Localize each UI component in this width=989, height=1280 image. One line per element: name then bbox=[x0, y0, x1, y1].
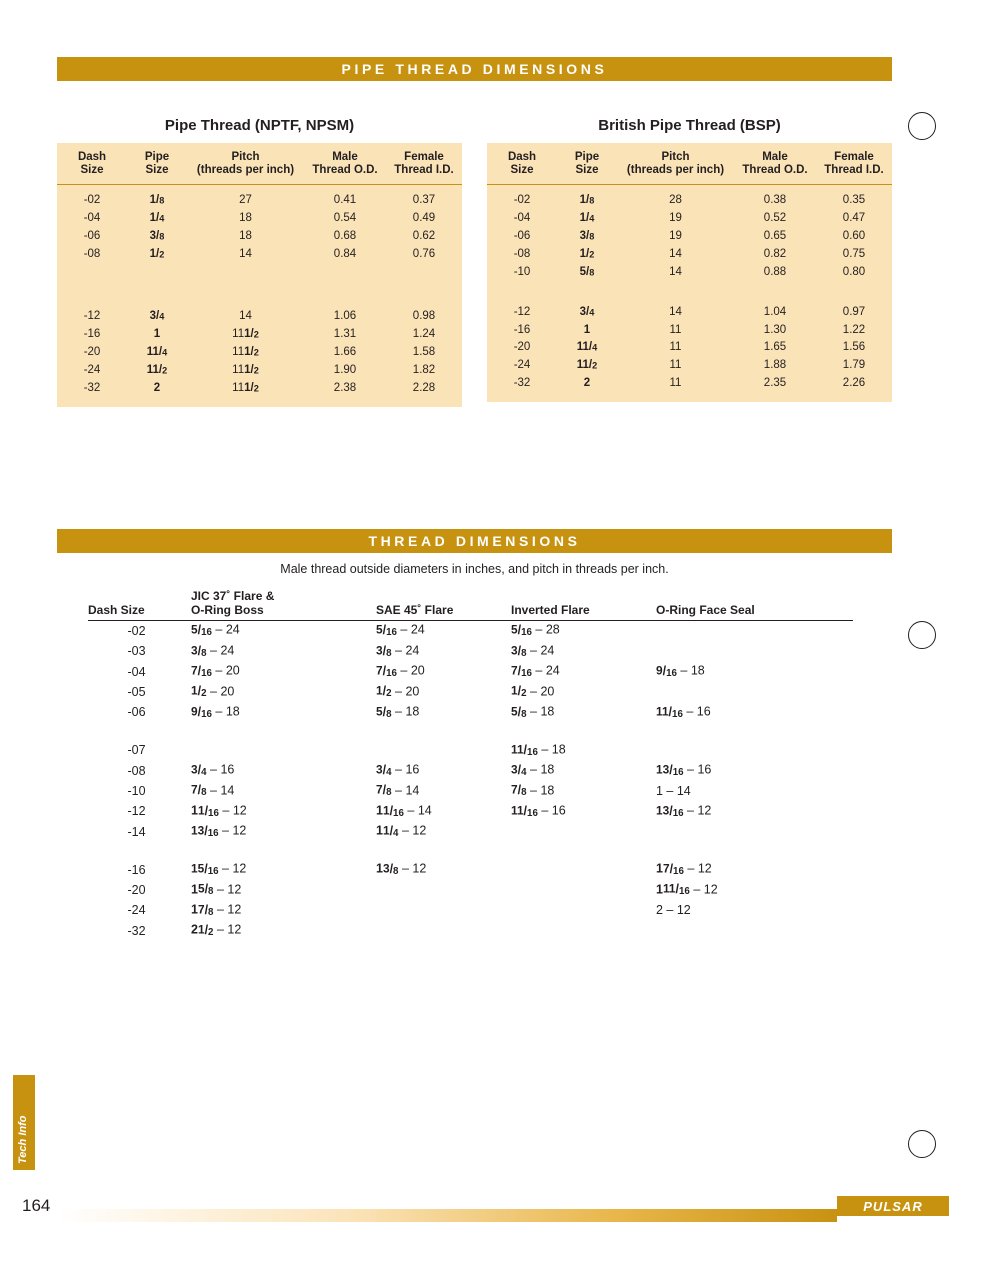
cell-male: 1.31 bbox=[333, 327, 357, 340]
cell-dash: -20 bbox=[83, 345, 101, 358]
cell-sae: $1^1/_4 - 12$ bbox=[376, 823, 427, 840]
cell-dash: -12 bbox=[83, 310, 101, 323]
cell-sae: $^7/_8 - 14$ bbox=[376, 782, 420, 799]
cell-orfs bbox=[656, 822, 853, 842]
page-number: 164 bbox=[22, 1196, 51, 1215]
binder-hole-middle bbox=[908, 621, 936, 649]
col-female-a: Female bbox=[404, 151, 444, 163]
cell-dash: -12 bbox=[127, 804, 146, 819]
cell-inverted: $^3/_8 - 24$ bbox=[511, 643, 555, 659]
cell-dash: -24 bbox=[127, 903, 146, 918]
col-jic-label-a: JIC 37˚ Flare & bbox=[191, 589, 275, 603]
thread-dimensions-intro: Male thread outside diameters in inches, and pitch in threads per inch. bbox=[280, 562, 669, 576]
cell-jic: $^7/_{16} - 20$ bbox=[191, 663, 240, 680]
side-tab-label: Tech Info bbox=[17, 1115, 29, 1164]
cell-male: 0.68 bbox=[333, 230, 357, 243]
cell-female: 1.79 bbox=[842, 359, 866, 372]
cell-sae: $^5/_8 - 18$ bbox=[376, 704, 420, 720]
table-row bbox=[487, 264, 892, 282]
col-dash-b: Size bbox=[57, 164, 127, 185]
col-pipe-b: Size bbox=[557, 164, 617, 185]
col-dash-size: Dash Size bbox=[88, 603, 145, 617]
cell-dash: -07 bbox=[127, 743, 146, 758]
cell-orfs bbox=[656, 921, 853, 941]
pipe-thread-banner-title: PIPE THREAD DIMENSIONS bbox=[341, 61, 608, 77]
cell-inverted: $^7/_{16} - 24$ bbox=[511, 663, 560, 680]
cell-orfs: $^9/_{16} - 18$ bbox=[656, 663, 705, 680]
cell-dash: -10 bbox=[513, 266, 531, 279]
table-row bbox=[88, 802, 853, 822]
cell-inverted: $^{11}/_{16} - 18$ bbox=[511, 741, 566, 758]
footer-gradient-rule bbox=[57, 1209, 837, 1222]
cell-female: 0.49 bbox=[412, 212, 436, 225]
cell-pitch: 27 bbox=[239, 194, 252, 207]
cell-female: 2.28 bbox=[412, 381, 436, 394]
cell-sae: $^5/_{16} - 24$ bbox=[376, 622, 425, 639]
cell-dash: -05 bbox=[127, 685, 146, 700]
table-row bbox=[57, 308, 462, 326]
cell-jic: $^5/_{16} - 24$ bbox=[191, 622, 240, 639]
cell-female: 0.97 bbox=[842, 305, 866, 318]
cell-pitch: 11 bbox=[669, 323, 682, 336]
cell-dash: -04 bbox=[127, 664, 146, 679]
table-row bbox=[487, 357, 892, 375]
cell-jic: $1^7/_8 - 12$ bbox=[191, 901, 242, 918]
brand-logo bbox=[837, 1196, 949, 1216]
cell-dash: -02 bbox=[127, 623, 146, 638]
cell-dash: -16 bbox=[83, 327, 101, 340]
col-male-a: Male bbox=[332, 151, 358, 163]
cell-dash: -08 bbox=[83, 248, 101, 261]
col-dash-b: Size bbox=[487, 164, 557, 185]
cell-jic: $1^1/_{16} - 12$ bbox=[191, 803, 247, 819]
cell-jic: $^3/_4 - 16$ bbox=[191, 762, 235, 779]
table-row bbox=[57, 210, 462, 228]
pipe-thread-banner bbox=[57, 57, 892, 81]
cell-orfs bbox=[656, 642, 853, 662]
cell-pitch: 111/2 bbox=[232, 327, 259, 340]
cell-male: 1.04 bbox=[763, 305, 787, 318]
cell-pitch: 19 bbox=[669, 230, 682, 243]
cell-sae bbox=[376, 741, 511, 761]
cell-pipe-size: 5/8 bbox=[579, 265, 595, 278]
cell-male: 2.38 bbox=[333, 381, 357, 394]
cell-pipe-size: 1/4 bbox=[579, 211, 595, 224]
thread-dimensions-table bbox=[88, 589, 853, 942]
col-male-b: Thread O.D. bbox=[304, 164, 386, 185]
cell-pitch: 19 bbox=[669, 212, 682, 225]
table-row bbox=[57, 185, 462, 210]
cell-dash: -06 bbox=[513, 230, 531, 243]
cell-female: 1.22 bbox=[842, 323, 866, 336]
cell-inverted: $^5/_{16} - 28$ bbox=[511, 622, 560, 639]
cell-dash: -32 bbox=[127, 923, 146, 938]
cell-male: 0.38 bbox=[763, 194, 787, 207]
cell-dash: -08 bbox=[127, 763, 146, 778]
cell-pitch: 14 bbox=[669, 266, 682, 279]
cell-dash: -32 bbox=[513, 377, 531, 390]
cell-sae: $1^1/_{16} - 14$ bbox=[376, 803, 432, 819]
cell-orfs: $^{13}/_{16} - 12$ bbox=[656, 803, 712, 819]
cell-inverted: $^1/_2 - 20$ bbox=[511, 683, 555, 700]
col-pipe-a: Pipe bbox=[144, 151, 170, 163]
cell-dash: -02 bbox=[513, 194, 531, 207]
cell-pitch: 11 bbox=[669, 341, 682, 354]
cell-sae: $1^3/_8 - 12$ bbox=[376, 861, 427, 878]
bsp-thread-title: British Pipe Thread (BSP) bbox=[598, 117, 781, 134]
cell-inverted bbox=[511, 860, 656, 880]
cell-female: 0.60 bbox=[842, 230, 866, 243]
col-dash-a: Dash bbox=[77, 151, 107, 163]
cell-pipe-size: 11/4 bbox=[146, 345, 168, 358]
table-row bbox=[88, 662, 853, 682]
col-jic-label-b: O-Ring Boss bbox=[191, 603, 264, 617]
table-gap bbox=[57, 286, 462, 308]
side-tab-tech-info bbox=[13, 1075, 35, 1170]
col-pitch-b: (threads per inch) bbox=[617, 164, 734, 185]
cell-jic: $^7/_8 - 14$ bbox=[191, 782, 235, 799]
table-row bbox=[57, 344, 462, 362]
cell-male: 0.41 bbox=[333, 194, 357, 207]
cell-dash: -14 bbox=[127, 824, 146, 839]
cell-male: 0.65 bbox=[763, 230, 787, 243]
cell-inverted bbox=[511, 901, 656, 921]
cell-female: 0.98 bbox=[412, 310, 436, 323]
cell-dash: -24 bbox=[513, 359, 531, 372]
cell-pipe-size: 1 bbox=[153, 327, 161, 340]
cell-pitch: 111/2 bbox=[232, 381, 259, 394]
cell-dash: -20 bbox=[127, 883, 146, 897]
cell-inverted bbox=[511, 822, 656, 842]
cell-male: 0.88 bbox=[763, 266, 787, 279]
cell-orfs: $1^7/_{16} - 12$ bbox=[656, 861, 712, 878]
cell-inverted bbox=[511, 881, 656, 901]
table-row bbox=[487, 375, 892, 402]
cell-dash: -16 bbox=[127, 862, 146, 877]
table-row bbox=[88, 703, 853, 723]
cell-pipe-size: 1/2 bbox=[579, 247, 595, 260]
cell-female: 1.56 bbox=[842, 341, 866, 354]
col-pipe-b: Size bbox=[127, 164, 187, 185]
table-row bbox=[88, 741, 853, 761]
cell-female: 0.80 bbox=[842, 266, 866, 279]
cell-female: 0.47 bbox=[842, 212, 866, 225]
cell-female: 1.58 bbox=[412, 345, 436, 358]
cell-jic bbox=[191, 741, 376, 761]
cell-pitch: 111/2 bbox=[232, 363, 259, 376]
cell-pipe-size: 1/8 bbox=[149, 194, 165, 206]
cell-sae bbox=[376, 901, 511, 921]
cell-sae: $^7/_{16} - 20$ bbox=[376, 663, 425, 680]
cell-female: 1.24 bbox=[412, 327, 436, 340]
table-row bbox=[88, 621, 853, 642]
cell-pitch: 14 bbox=[239, 248, 252, 261]
cell-male: 1.06 bbox=[333, 310, 357, 323]
table-row bbox=[88, 683, 853, 703]
table-gap bbox=[487, 282, 892, 304]
cell-pitch: 11 bbox=[669, 377, 682, 390]
cell-female: 0.37 bbox=[412, 194, 436, 207]
cell-sae: $^3/_4 - 16$ bbox=[376, 762, 420, 779]
cell-dash: -16 bbox=[513, 323, 531, 336]
binder-hole-top bbox=[908, 112, 936, 140]
cell-jic: $^{13}/_{16} - 12$ bbox=[191, 823, 247, 840]
col-pitch-a: Pitch bbox=[231, 151, 260, 163]
table-row bbox=[88, 782, 853, 802]
table-row bbox=[487, 304, 892, 322]
cell-male: 0.84 bbox=[333, 248, 357, 261]
cell-orfs: 1 – 14 bbox=[656, 784, 691, 799]
cell-dash: -08 bbox=[513, 248, 531, 261]
cell-male: 1.66 bbox=[333, 345, 357, 358]
table-row bbox=[88, 860, 853, 880]
col-sae: SAE 45˚ Flare bbox=[376, 603, 454, 617]
cell-dash: -03 bbox=[127, 644, 146, 659]
cell-inverted bbox=[511, 921, 656, 941]
cell-jic: $1^5/_8 - 12$ bbox=[191, 881, 242, 898]
cell-dash: -24 bbox=[83, 363, 101, 376]
cell-dash: -06 bbox=[127, 705, 146, 720]
col-pipe-a: Pipe bbox=[574, 151, 600, 163]
cell-orfs bbox=[656, 741, 853, 761]
cell-dash: -04 bbox=[513, 212, 531, 225]
cell-pitch: 14 bbox=[669, 248, 682, 261]
cell-sae: $^1/_2 - 20$ bbox=[376, 683, 420, 700]
cell-sae: $^3/_8 - 24$ bbox=[376, 643, 420, 659]
cell-pitch: 28 bbox=[669, 194, 682, 207]
table-row bbox=[57, 362, 462, 380]
cell-sae bbox=[376, 881, 511, 901]
table-row bbox=[88, 901, 853, 921]
cell-female: 2.26 bbox=[842, 377, 866, 390]
cell-jic: $^1/_2 - 20$ bbox=[191, 683, 235, 700]
pipe-thread-table bbox=[57, 143, 462, 407]
col-orfs: O-Ring Face Seal bbox=[656, 603, 755, 617]
cell-orfs: $^{11}/_{16} - 16$ bbox=[656, 704, 711, 720]
col-female-b: Thread I.D. bbox=[816, 164, 892, 185]
cell-female: 0.62 bbox=[412, 230, 436, 243]
cell-dash: -20 bbox=[513, 341, 531, 354]
cell-pipe-size: 3/8 bbox=[579, 229, 595, 242]
cell-sae bbox=[376, 921, 511, 941]
cell-male: 2.35 bbox=[763, 377, 787, 390]
table-gap bbox=[88, 843, 853, 861]
cell-pitch: 11 bbox=[669, 359, 682, 372]
table-row bbox=[88, 921, 853, 941]
cell-male: 0.82 bbox=[763, 248, 787, 261]
table-row bbox=[487, 210, 892, 228]
table-row bbox=[88, 822, 853, 842]
col-male-b: Thread O.D. bbox=[734, 164, 816, 185]
cell-pitch: 14 bbox=[669, 305, 682, 318]
cell-dash: -06 bbox=[83, 230, 101, 243]
cell-jic: $^9/_{16} - 18$ bbox=[191, 704, 240, 720]
table-row bbox=[487, 228, 892, 246]
cell-female: 1.82 bbox=[412, 363, 436, 376]
cell-pipe-size: 3/4 bbox=[579, 305, 595, 318]
table-row bbox=[57, 326, 462, 344]
cell-pitch: 14 bbox=[239, 310, 252, 323]
cell-female: 0.75 bbox=[842, 248, 866, 261]
col-pitch-a: Pitch bbox=[661, 151, 690, 163]
table-row bbox=[88, 881, 853, 901]
cell-female: 0.35 bbox=[842, 194, 866, 207]
cell-dash: -04 bbox=[83, 212, 101, 225]
table-gap bbox=[88, 723, 853, 741]
cell-inverted: $^{11}/_{16} - 16$ bbox=[511, 803, 566, 819]
cell-orfs: $^{13}/_{16} - 16$ bbox=[656, 762, 712, 779]
thread-dimensions-banner-title: THREAD DIMENSIONS bbox=[368, 533, 581, 549]
col-jic-line1 bbox=[191, 589, 376, 621]
cell-inverted: $^5/_8 - 18$ bbox=[511, 704, 555, 720]
col-female-a: Female bbox=[834, 151, 874, 163]
cell-orfs bbox=[656, 683, 853, 703]
cell-jic: $^3/_8 - 24$ bbox=[191, 643, 235, 659]
cell-pipe-size: 2 bbox=[583, 377, 591, 390]
cell-orfs: $1^{11}/_{16} - 12$ bbox=[656, 881, 718, 898]
col-inverted: Inverted Flare bbox=[511, 603, 590, 617]
cell-dash: -10 bbox=[127, 784, 146, 799]
cell-pitch: 111/2 bbox=[232, 345, 259, 358]
col-pitch-b: (threads per inch) bbox=[187, 164, 304, 185]
table-row bbox=[57, 246, 462, 264]
cell-male: 1.90 bbox=[333, 363, 357, 376]
table-row bbox=[88, 642, 853, 662]
table-row bbox=[57, 380, 462, 407]
table-row bbox=[487, 185, 892, 210]
thread-dimensions-banner bbox=[57, 529, 892, 553]
cell-pipe-size: 1/2 bbox=[149, 247, 165, 260]
cell-pipe-size: 11/2 bbox=[146, 363, 168, 376]
cell-male: 0.54 bbox=[333, 212, 357, 225]
cell-inverted: $^7/_8 - 18$ bbox=[511, 782, 555, 799]
table-row bbox=[487, 246, 892, 264]
col-dash-a: Dash bbox=[507, 151, 537, 163]
cell-pipe-size: 2 bbox=[153, 381, 161, 394]
cell-orfs: 2 – 12 bbox=[656, 903, 691, 918]
table-gap bbox=[57, 264, 462, 286]
cell-pipe-size: 3/4 bbox=[149, 309, 165, 322]
col-male-a: Male bbox=[762, 151, 788, 163]
cell-male: 1.65 bbox=[763, 341, 787, 354]
cell-pipe-size: 11/4 bbox=[576, 341, 598, 354]
table-row bbox=[88, 761, 853, 781]
cell-dash: -12 bbox=[513, 305, 531, 318]
cell-pipe-size: 11/2 bbox=[576, 359, 598, 372]
cell-orfs bbox=[656, 621, 853, 642]
cell-pipe-size: 1/4 bbox=[149, 211, 165, 224]
cell-female: 0.76 bbox=[412, 248, 436, 261]
cell-pipe-size: 3/8 bbox=[149, 229, 165, 242]
bsp-thread-table bbox=[487, 143, 892, 402]
cell-pipe-size: 1 bbox=[583, 323, 591, 336]
table-row bbox=[487, 322, 892, 340]
table-row bbox=[487, 339, 892, 357]
cell-inverted: $^3/_4 - 18$ bbox=[511, 762, 555, 779]
cell-pitch: 18 bbox=[239, 230, 252, 243]
cell-male: 0.52 bbox=[763, 212, 787, 225]
cell-jic: $2^1/_2 - 12$ bbox=[191, 922, 242, 939]
cell-dash: -32 bbox=[83, 381, 101, 394]
binder-hole-bottom bbox=[908, 1130, 936, 1158]
brand-logo-label: PULSAR bbox=[863, 1198, 923, 1214]
cell-pitch: 18 bbox=[239, 212, 252, 225]
cell-pipe-size: 1/8 bbox=[579, 194, 595, 206]
cell-dash: -02 bbox=[83, 194, 101, 207]
col-female-b: Thread I.D. bbox=[386, 164, 462, 185]
cell-jic: $^{15}/_{16} - 12$ bbox=[191, 861, 247, 878]
pipe-thread-title: Pipe Thread (NPTF, NPSM) bbox=[164, 117, 355, 134]
cell-male: 1.30 bbox=[763, 323, 787, 336]
cell-male: 1.88 bbox=[763, 359, 787, 372]
table-row bbox=[57, 228, 462, 246]
